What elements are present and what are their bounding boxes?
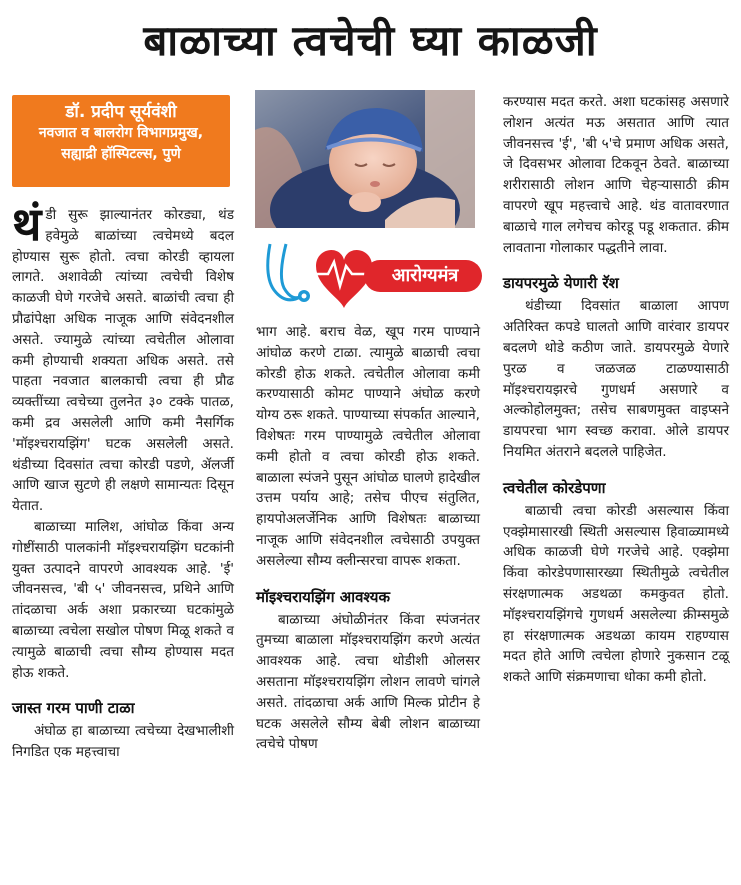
headline: बाळाच्या त्वचेची घ्या काळजी — [143, 16, 598, 65]
paragraph — [12, 197, 234, 517]
subheading: जास्त गरम पाणी टाळा — [12, 699, 135, 718]
author-role-line2: सह्याद्री हॉस्पिटल्स, पुणे — [61, 146, 181, 162]
arogyamantra-badge — [256, 236, 488, 316]
badge-label: आरोग्यमंत्र — [391, 265, 459, 286]
paragraph: बाळाच्या मालिश, आंघोळ किंवा अन्य गोष्टींसाठी पालकांनी मॉइश्चरायझिंग घटकांनी युक्त उत्पादने वापरणे आवश्यक आहे. 'ई' जीवनसत्त्व, 'बी ५' जीवनसत्त्व, प्रथिने आणि तांदळाचा अर्क अशा प्रकारच्या घटकांमुळे बाळाच्या त्वचेला सखोल पोषण मिळू शकते व त्यामुळे बाळाची त्वचा सौम्य होण्यास मदत होऊ शकते. — [12, 518, 234, 681]
column-1 — [12, 197, 234, 763]
column-3 — [503, 92, 729, 688]
paragraph: बाळाच्या अंघोळीनंतर किंवा स्पंजनंतर तुमच्या बाळाला मॉइश्चरायझिंग करणे अत्यंत आवश्यक आहे. त्वचा थोडीशी ओलसर असताना मॉइश्चरायझिंग लोशन लावणे चांगले असते. तांदळाचा अर्क आणि मिल्क प्रोटीन हे घटक असलेले सौम्य बेबी लोशन बाळाच्या त्वचेचे पोषण — [256, 611, 480, 753]
subheading: त्वचेतील कोरडेपणा — [503, 478, 606, 497]
paragraph-text: डी सुरू झाल्यानंतर कोरड्या, थंड हवेमुळे बाळांच्या त्वचेमध्ये बदल होण्यास सुरू होतो. त्वचा कोरडी व्हायला लागते. अशावेळी त्यांच्या त्वचेची विशेष काळजी घेणे गरजेचे असते. बाळांची त्वचा ही प्रौढांपेक्षा अधिक नाजूक आणि संवेदनशील असते. ज्यामुळे त्यांच्या त्वचेतील ओलावा कमी होण्याची शक्यता अधिक असते. तसे पाहता नवजात बालकाची त्वचा ही प्रौढ व्यक्तींच्या त्वचेच्या तुलनेत ३० टक्के पातळ, कमी द्रव असलेली आणि कमी नैसर्गिक 'मॉइश्चरायझिंग' घटक असलेली असते. थंडीच्या दिवसांत त्वचा कोरडी पडणे, ॲलर्जी आणि खाज सुटणे ही लक्षणे सामान्यतः दिसून येतात. — [12, 207, 234, 515]
drop-cap: थं — [12, 197, 42, 251]
paragraph: भाग आहे. बराच वेळ, खूप गरम पाण्याने आंघोळ करणे टाळा. त्यामुळे बाळाची त्वचा कोरडी होऊ शकते. त्वचेतील ओलावा कमी करण्यासाठी कोमट पाण्याने अंघोळ करणे योग्य ठरू शकते. पाण्याच्या संपर्कात आल्याने, विशेषतः गरम पाण्यामुळे त्वचेतील ओलावा कमी होतो व त्वचा कोरडी होऊ शकते. बाळाला स्पंजने पुसून आंघोळ घालणे हादेखील उत्तम पर्याय आहे; तसेच पीएच संतुलित, हायपोअलर्जेनिक आणि विशेषतः बाळाच्या नाजूक आणि संवेदनशील त्वचेसाठी उपयुक्त असलेल्या सौम्य क्लीन्सरचा वापरू शकता. — [256, 324, 480, 569]
author-name: डॉ. प्रदीप सूर्यवंशी — [65, 102, 177, 122]
subheading: डायपरमुळे येणारी रॅश — [503, 274, 619, 293]
paragraph: करण्यास मदत करते. अशा घटकांसह असणारे लोशन अत्यंत मऊ असतात आणि त्यात जीवनसत्त्व 'ई', 'बी ५'चे प्रमाण अधिक असते, जे दिवसभर ओलावा टिकवून ठेवते. बाळाच्या शरीरासाठी लोशन आणि चेहऱ्यासाठी क्रीम वापरणे खूप महत्त्वाचे आहे. थंड वातावरणात बाळाचे गाल लगेचच कोरडू पडू शकतात. क्रीम लावताना गोलाकार पद्धतीने लावा. — [503, 94, 729, 256]
column-2 — [256, 322, 480, 755]
subheading: मॉइश्चरायझिंग आवश्यक — [256, 587, 390, 606]
newborn-baby-photo — [255, 90, 475, 228]
paragraph: बाळाची त्वचा कोरडी असल्यास किंवा एक्झेमासारखी स्थिती असल्यास हिवाळ्यामध्ये अधिक काळजी घेणे गरजेचे आहे. एक्झेमा किंवा कोरडेपणासारख्या स्थितीमुळे त्वचेतील संरक्षणात्मक अडथळा कमकुवत होतो. मॉइश्चरायझिंगचे गुणधर्म असलेल्या क्रीम्समुळे हा संरक्षणात्मक अडथळा कायम राहण्यास मदत होते आणि त्वचेला होणारे नुकसान टळू शकते आणि संक्रमणाचा धोका कमी होतो. — [503, 502, 729, 686]
paragraph: थंडीच्या दिवसांत बाळाला आपण अतिरिक्त कपडे घालतो आणि वारंवार डायपर बदलणे थोडे कठीण जाते. डायपरमुळे येणारे पुरळ व जळजळ टाळण्यासाठी मॉइश्चरायझरचे गुणधर्म असणारे व अल्कोहोलमुक्त; तसेच साबणमुक्त वाइप्सने डायपरचा भाग स्वच्छ करावा. ओले डायपर नियमित अंतराने बदलले पाहिजेत. — [503, 298, 729, 460]
paragraph: अंघोळ हा बाळाच्या त्वचेच्या देखभालीशी निगडित एक महत्त्वाचा — [12, 723, 234, 761]
author-role-line1: नवजात व बालरोग विभागप्रमुख, — [38, 125, 204, 141]
author-box — [12, 95, 230, 187]
